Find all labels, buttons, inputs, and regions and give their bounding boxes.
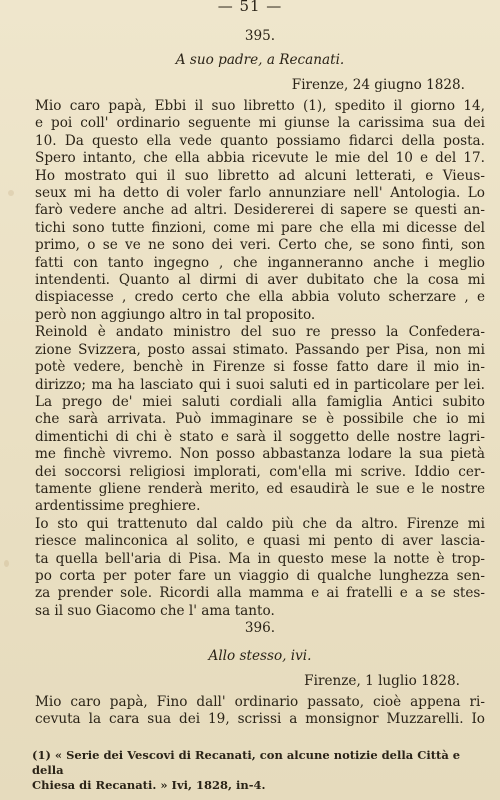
text-line: po corta per poter fare un viaggio di qualche lunghezza sen-: [35, 567, 485, 584]
text-line: primo, o se ve ne sono dei veri. Certo che, se sono finti, son: [35, 237, 485, 254]
text-line: ardentissime preghiere.: [35, 498, 201, 515]
letter-body: [35, 694, 485, 729]
footnote-line: (1) « Serie dei Vescovi di Recanati, con alcune notizie della Città e della: [32, 748, 461, 777]
footnote-line: Chiesa di Recanati. » Ivi, 1828, in-4.: [32, 778, 266, 792]
text-line: seux mi ha detto di voler farlo annunziare nell' Antologia. Lo: [35, 185, 485, 202]
text-line: za prender sole. Ricordi alla mamma e ai fratelli e a se stes-: [35, 585, 485, 602]
text-line: sa il suo Giacomo che l' ama tanto.: [35, 602, 275, 619]
text-line: farò vedere anche ad altri. Desidererei di sapere se questi an-: [35, 202, 485, 219]
text-line: tamente gliene renderà merito, ed esaudirà le sue e le nostre: [35, 480, 485, 497]
text-line: riesce malinconica al solito, e quasi mi pento di aver lascia-: [35, 533, 485, 550]
text-line: dimentichi di chi è stato e sarà il soggetto delle nostre lagri-: [35, 428, 485, 445]
text-line: però non aggiungo altro in tal proposito.: [35, 306, 316, 323]
text-line: La prego de' miei saluti cordiali alla famiglia Antici subito: [35, 393, 485, 410]
text-line: fatti con tanto ingegno , che inganneranno anche i meglio: [35, 254, 485, 271]
text-line: Mio caro papà, Fino dall' ordinario passato, cioè appena ri-: [35, 694, 485, 710]
text-line: potè vedere, benchè in Firenze si fosse fatto dare il mio in-: [35, 359, 485, 376]
letter-heading: A suo padre, a Recanati.: [175, 52, 345, 68]
place-date: Firenze, 1 luglio 1828.: [304, 673, 460, 689]
text-line: Io sto qui trattenuto dal caldo più che da altro. Firenze mi: [35, 515, 485, 532]
text-line: ta quella bell'aria di Pisa. Ma in questo mese la notte è trop-: [35, 550, 485, 567]
page-number: — 51 —: [217, 0, 283, 15]
text-line: e poi coll' ordinario seguente mi giunse la carissima sua dei: [35, 115, 485, 132]
text-line: Mio caro papà, Ebbi il suo libretto (1), spedito il giorno 14,: [35, 98, 485, 114]
text-line: zione Svizzera, posto assai stimato. Passando per Pisa, non mi: [35, 341, 485, 358]
text-line: che sarà arrivata. Può immaginare se è possibile che io mi: [35, 411, 485, 428]
text-line: me finchè vivremo. Non posso abbastanza lodare la sua pietà: [35, 446, 485, 463]
text-line: tichi sono tutte finzioni, come mi pare che ella mi dicesse del: [35, 219, 485, 236]
text-line: 10. Da questo ella vede quanto possiamo fidarci della posta.: [35, 132, 485, 149]
place-date: Firenze, 24 giugno 1828.: [291, 77, 465, 93]
text-line: cevuta la cara sua dei 19, scrissi a monsignor Muzzarelli. Io: [35, 711, 485, 728]
text-line: dirizzo; ma ha lasciato qui i suoi saluti ed in particolare per lei.: [35, 376, 485, 393]
paper-stain: [4, 560, 9, 567]
letter-number: 396.: [244, 620, 276, 636]
text-line: dispiacesse , credo certo che ella abbia voluto scherzare , e: [35, 289, 485, 306]
letter-number: 395.: [244, 28, 276, 44]
footnote: [32, 748, 482, 793]
text-line: Ho mostrato qui il suo libretto ad alcuni letterati, e Vieus-: [35, 167, 485, 184]
text-line: dei soccorsi religiosi implorati, com'ella mi scrive. Iddio cer-: [35, 463, 485, 480]
text-line: Reinold è andato ministro del suo re presso la Confedera-: [35, 324, 485, 341]
letter-body: [35, 98, 485, 620]
text-line: Spero intanto, che ella abbia ricevute le mie del 10 e del 17.: [35, 150, 485, 167]
text-line: intendenti. Quanto al dirmi di aver dubitato che la cosa mi: [35, 272, 485, 289]
letter-heading: Allo stesso, ivi.: [208, 648, 312, 664]
paper-stain: [8, 190, 14, 196]
